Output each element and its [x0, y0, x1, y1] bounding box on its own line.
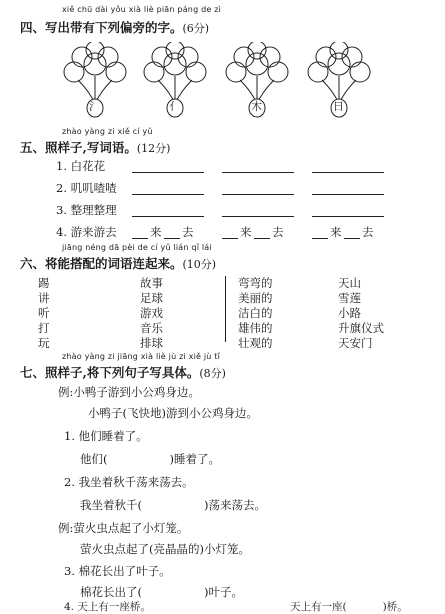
- section7-pinyin: zhào yàng zi jiāng xià liè jù zi xiě jù tǐ: [62, 352, 221, 361]
- match-item[interactable]: 讲: [38, 291, 50, 305]
- match-item[interactable]: 天安门: [338, 336, 373, 350]
- question-2-fill[interactable]: 我坐着秋千( )荡来荡去。: [80, 498, 266, 512]
- question-2: 2. 我坐着秋千荡来荡去。: [64, 475, 194, 489]
- match-item[interactable]: 音乐: [140, 321, 163, 335]
- match-item[interactable]: 壮观的: [238, 336, 273, 350]
- question-1-fill[interactable]: 他们( )睡着了。: [80, 452, 220, 466]
- right-noun-column: [338, 276, 384, 351]
- match-item[interactable]: 雪莲: [338, 291, 361, 305]
- flower-radical: 日: [333, 100, 344, 113]
- pattern-lai: 来: [330, 225, 342, 239]
- answer-line[interactable]: [164, 238, 180, 239]
- match-item[interactable]: 小路: [338, 306, 361, 320]
- match-item[interactable]: 足球: [140, 291, 163, 305]
- section4-title-text: 四、写出带有下列偏旁的字。: [20, 20, 183, 35]
- answer-line[interactable]: [312, 172, 384, 173]
- section7-points: (8分): [199, 367, 226, 380]
- match-item[interactable]: 玩: [38, 336, 50, 350]
- match-item[interactable]: 雄伟的: [238, 321, 273, 335]
- section6-points: (10分): [182, 258, 217, 271]
- match-item[interactable]: 故事: [140, 276, 163, 290]
- example1-label: 例:小鸭子游到小公鸡身边。: [58, 385, 200, 399]
- answer-line[interactable]: [132, 216, 204, 217]
- section7-title: [20, 363, 226, 381]
- answer-line[interactable]: [312, 194, 384, 195]
- match-item[interactable]: 踢: [38, 276, 50, 290]
- match-item[interactable]: 打: [38, 321, 50, 335]
- left-noun-column: [140, 276, 163, 351]
- section5-item: 3. 整理整理: [56, 203, 117, 217]
- answer-line[interactable]: [222, 172, 294, 173]
- section4-title: [20, 18, 209, 36]
- match-item[interactable]: 排球: [140, 336, 163, 350]
- column-divider: [225, 276, 226, 342]
- example2-answer: 萤火虫点起了(亮晶晶的)小灯笼。: [80, 542, 250, 556]
- right-adj-column: [238, 276, 273, 351]
- question-4: 4. 天上有一座桥。: [64, 601, 151, 613]
- section5-title: [20, 138, 170, 156]
- question-3-fill[interactable]: 棉花长出了( )叶子。: [80, 585, 243, 599]
- answer-line[interactable]: [222, 194, 294, 195]
- flower-radical: 氵: [89, 100, 100, 113]
- question-4-fill[interactable]: 天上有一座( )桥。: [290, 601, 408, 613]
- section5-points: (12分): [136, 142, 171, 155]
- pattern-lai: 来: [150, 225, 162, 239]
- example1-answer: 小鸭子(飞快地)游到小公鸡身边。: [88, 406, 258, 420]
- pattern-qu: 去: [182, 225, 194, 239]
- section4-points: (6分): [182, 22, 210, 35]
- pattern-lai: 来: [240, 225, 252, 239]
- section6-title: [20, 254, 216, 272]
- section5-pinyin: zhào yàng zi xiě cí yǔ: [62, 127, 153, 136]
- answer-line[interactable]: [132, 238, 148, 239]
- section5-title-text: 五、照样子,写词语。: [20, 140, 137, 155]
- question-1: 1. 他们睡着了。: [64, 429, 148, 443]
- section5-item: 1. 白花花: [56, 159, 106, 173]
- section7-title-text: 七、照样子,将下列句子写具体。: [20, 365, 200, 380]
- answer-line[interactable]: [312, 216, 384, 217]
- answer-line[interactable]: [132, 194, 204, 195]
- pattern-qu: 去: [272, 225, 284, 239]
- match-item[interactable]: 听: [38, 306, 50, 320]
- flower-radical: 木: [251, 100, 262, 113]
- match-item[interactable]: 弯弯的: [238, 276, 273, 290]
- question-3: 3. 棉花长出了叶子。: [64, 564, 171, 578]
- match-item[interactable]: 洁白的: [238, 306, 273, 320]
- answer-line[interactable]: [132, 172, 204, 173]
- left-verb-column: [38, 276, 50, 351]
- match-item[interactable]: 游戏: [140, 306, 163, 320]
- answer-line[interactable]: [222, 238, 238, 239]
- answer-line[interactable]: [312, 238, 328, 239]
- flower-radical: 亻: [169, 100, 180, 113]
- section4-pinyin: xiě chū dài yǒu xià liè piān páng de zì: [62, 5, 222, 14]
- answer-line[interactable]: [344, 238, 360, 239]
- section5-item: 4. 游来游去: [56, 225, 117, 239]
- section6-title-text: 六、将能搭配的词语连起来。: [20, 256, 183, 271]
- answer-line[interactable]: [254, 238, 270, 239]
- example2-label: 例:萤火虫点起了小灯笼。: [58, 521, 189, 535]
- answer-line[interactable]: [222, 216, 294, 217]
- section6-pinyin: jiāng néng dā pèi de cí yǔ lián qǐ lái: [62, 243, 212, 252]
- match-item[interactable]: 美丽的: [238, 291, 273, 305]
- match-item[interactable]: 天山: [338, 276, 361, 290]
- pattern-qu: 去: [362, 225, 374, 239]
- match-item[interactable]: 升旗仪式: [338, 321, 384, 335]
- section5-item: 2. 叽叽喳喳: [56, 181, 117, 195]
